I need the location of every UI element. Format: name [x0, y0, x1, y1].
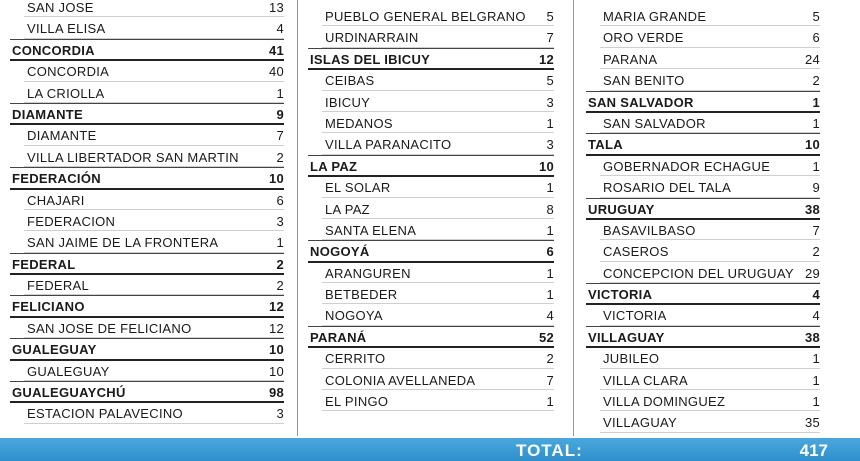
locality-name: PUEBLO GENERAL BELGRANO: [325, 9, 526, 24]
department-count: 9: [276, 106, 284, 122]
locality-count: 10: [268, 363, 284, 379]
total-bar: [0, 438, 860, 461]
locality-count: 3: [276, 213, 284, 229]
locality-name: VILLA PARANACITO: [325, 137, 452, 153]
locality-name: LA PAZ: [325, 201, 370, 217]
locality-count: 24: [804, 51, 820, 67]
locality-name: VILLA CLARA: [603, 372, 688, 388]
locality-name: MEDANOS: [325, 115, 393, 131]
locality-count: 4: [276, 21, 284, 37]
locality-name: VILLA DOMINGUEZ: [603, 394, 726, 410]
locality-count: 2: [812, 73, 820, 89]
locality-count: 1: [812, 115, 820, 131]
locality-name: NOGOYA: [325, 308, 383, 324]
locality-count: 6: [812, 30, 820, 46]
department-count: 41: [268, 42, 284, 58]
department-count: 10: [804, 137, 820, 153]
locality-name: BASAVILBASO: [603, 222, 696, 238]
department-name: CONCORDIA: [12, 42, 95, 58]
department-count: 12: [538, 51, 554, 67]
department-count: 52: [538, 329, 554, 345]
locality-name: CONCORDIA: [27, 64, 110, 80]
locality-name: EL SOLAR: [325, 180, 391, 196]
locality-count: 9: [812, 180, 820, 196]
locality-name: ESTACION PALAVECINO: [27, 406, 183, 422]
locality-name: SAN JAIME DE LA FRONTERA: [27, 235, 219, 251]
department-name: GUALEGUAY: [12, 342, 97, 358]
locality-name: VICTORIA: [603, 308, 667, 324]
department-name: SAN SALVADOR: [588, 94, 694, 110]
department-name: TALA: [588, 137, 623, 153]
department-name: FELICIANO: [12, 299, 85, 315]
locality-name: MARIA GRANDE: [603, 9, 707, 24]
department-name: VILLAGUAY: [588, 329, 665, 345]
locality-name: VILLA ELISA: [27, 21, 106, 37]
locality-count: 1: [546, 287, 554, 303]
department-count: 38: [804, 201, 820, 217]
locality-count: 3: [546, 137, 554, 153]
locality-name: SAN JOSE: [27, 0, 94, 15]
locality-name: URDINARRAIN: [325, 30, 419, 46]
locality-name: PARANA: [603, 51, 658, 67]
locality-count: 4: [812, 308, 820, 324]
locality-name: SAN JOSE DE FELICIANO: [27, 320, 192, 336]
locality-name: SANTA ELENA: [325, 222, 417, 238]
locality-name: ORO VERDE: [603, 30, 684, 46]
locality-count: 6: [276, 192, 284, 208]
locality-name: LA CRIOLLA: [27, 85, 105, 101]
locality-name: FEDERAL: [27, 278, 90, 294]
total-value: 417: [799, 441, 828, 460]
locality-name: IBICUY: [325, 94, 371, 110]
locality-count: 1: [812, 158, 820, 174]
locality-count: 5: [812, 9, 820, 24]
locality-count: 2: [812, 244, 820, 260]
department-name: FEDERACIÓN: [12, 171, 101, 187]
locality-count: 3: [276, 406, 284, 422]
department-name: PARANÁ: [310, 329, 367, 345]
locality-name: ROSARIO DEL TALA: [603, 180, 732, 196]
locality-name: EL PINGO: [325, 394, 389, 410]
locality-name: CEIBAS: [325, 73, 375, 89]
locality-count: 1: [546, 180, 554, 196]
department-name: DIAMANTE: [12, 106, 84, 122]
locality-name: JUBILEO: [603, 351, 660, 367]
locality-name: CHAJARI: [27, 192, 85, 208]
department-name: NOGOYÁ: [310, 244, 370, 260]
column-divider: [573, 0, 574, 436]
locality-name: GUALEGUAY: [27, 363, 110, 379]
locality-count: 7: [276, 128, 284, 144]
locality-count: 12: [268, 320, 284, 336]
locality-count: 2: [276, 149, 284, 165]
department-count: 6: [546, 244, 554, 260]
locality-name: FEDERACION: [27, 213, 116, 229]
locality-count: 8: [546, 201, 554, 217]
locality-count: 7: [546, 30, 554, 46]
locality-name: CONCEPCION DEL URUGUAY: [603, 265, 794, 281]
locality-name: SAN SALVADOR: [603, 115, 706, 131]
locality-count: 35: [804, 415, 820, 431]
locality-name: BETBEDER: [325, 287, 398, 303]
locality-count: 3: [546, 94, 554, 110]
locality-count: 5: [546, 9, 554, 24]
department-name: VICTORIA: [588, 287, 653, 303]
department-count: 10: [268, 342, 284, 358]
locality-name: DIAMANTE: [27, 128, 97, 144]
department-name: URUGUAY: [588, 201, 655, 217]
locality-count: 1: [546, 394, 554, 410]
department-name: ISLAS DEL IBICUY: [310, 51, 431, 67]
locality-count: 1: [546, 222, 554, 238]
locality-name: ARANGUREN: [325, 265, 411, 281]
department-count: 10: [538, 158, 554, 174]
locality-name: COLONIA AVELLANEDA: [325, 372, 476, 388]
locality-count: 1: [276, 235, 284, 251]
locality-name: GOBERNADOR ECHAGUE: [603, 158, 771, 174]
locality-name: CERRITO: [325, 351, 386, 367]
locality-count: 1: [546, 115, 554, 131]
locality-count: 1: [812, 351, 820, 367]
department-count: 10: [268, 171, 284, 187]
department-count: 1: [812, 94, 820, 110]
locality-count: 2: [276, 278, 284, 294]
locality-count: 40: [268, 64, 284, 80]
locality-count: 2: [546, 351, 554, 367]
department-name: GUALEGUAYCHÚ: [12, 385, 126, 401]
locality-count: 5: [546, 73, 554, 89]
locality-count: 1: [812, 372, 820, 388]
department-count: 38: [804, 329, 820, 345]
department-count: 98: [268, 385, 284, 401]
locality-count: 1: [812, 394, 820, 410]
locality-count: 29: [804, 265, 820, 281]
locality-name: VILLAGUAY: [603, 415, 677, 431]
department-name: FEDERAL: [12, 256, 76, 272]
locality-count: 13: [268, 0, 284, 15]
locality-count: 1: [546, 265, 554, 281]
locality-count: 7: [812, 222, 820, 238]
locality-name: VILLA LIBERTADOR SAN MARTIN: [27, 149, 239, 165]
locality-count: 7: [546, 372, 554, 388]
department-name: LA PAZ: [310, 158, 358, 174]
total-label: TOTAL:: [516, 441, 583, 460]
department-count: 2: [276, 256, 284, 272]
department-count: 12: [268, 299, 284, 315]
locality-name: SAN BENITO: [603, 73, 685, 89]
locality-count: 1: [276, 85, 284, 101]
column-divider: [297, 0, 298, 436]
department-count: 4: [812, 287, 820, 303]
locality-count: 4: [546, 308, 554, 324]
locality-name: CASEROS: [603, 244, 669, 260]
